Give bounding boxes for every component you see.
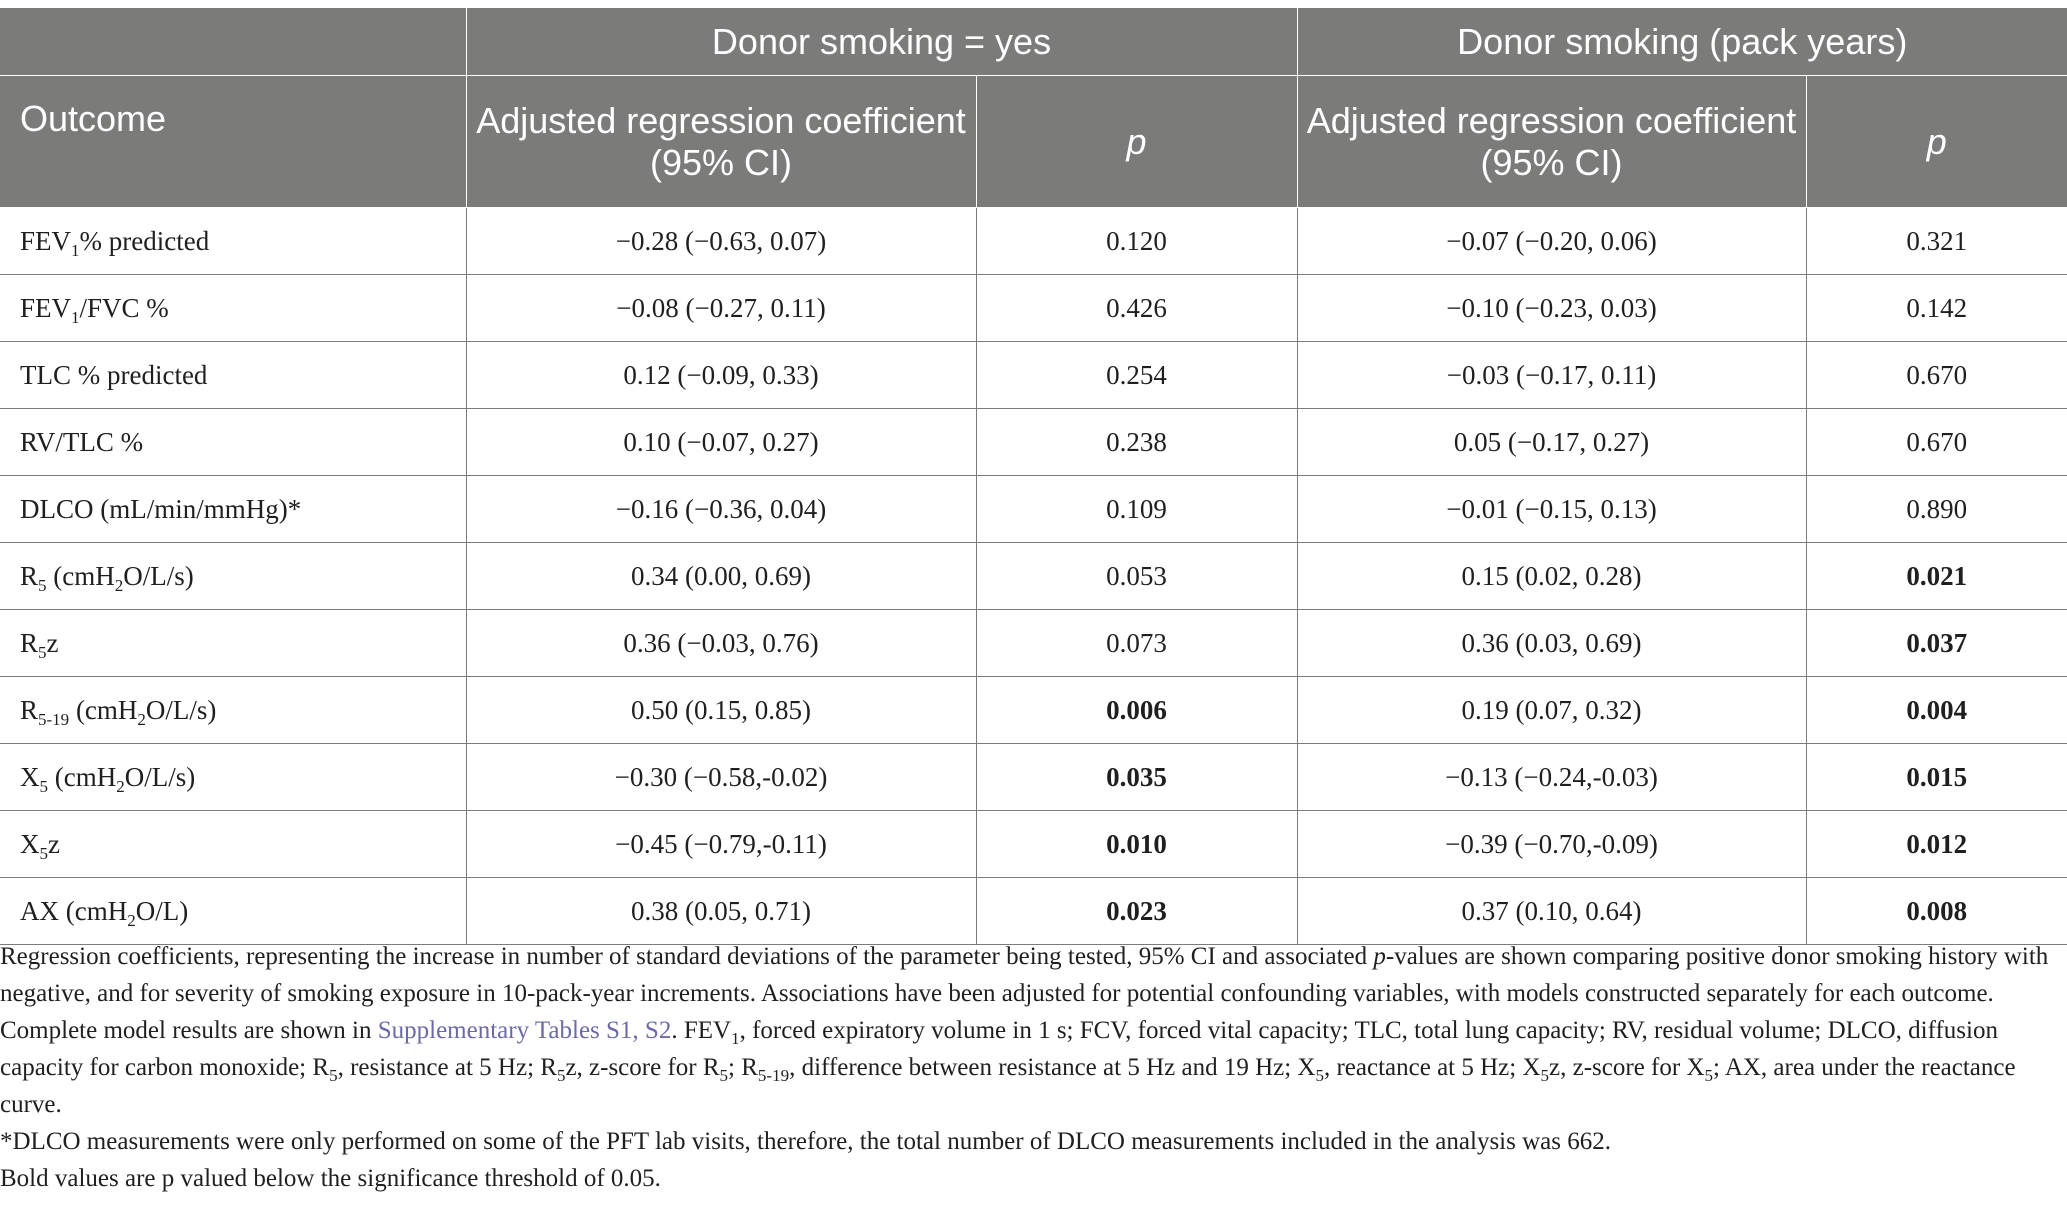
p-pack-cell: 0.321 <box>1806 208 2067 275</box>
header-p-2: p <box>1806 76 2067 208</box>
table-row <box>0 744 2067 811</box>
header-group-pack-years: Donor smoking (pack years) <box>1297 8 2067 76</box>
p-pack-cell: 0.670 <box>1806 342 2067 409</box>
p-yes-cell: 0.254 <box>976 342 1297 409</box>
header-p-1: p <box>976 76 1297 208</box>
coef-yes-cell: −0.30 (−0.58,-0.02) <box>466 744 976 811</box>
p-yes-cell: 0.006 <box>976 677 1297 744</box>
table-row <box>0 476 2067 543</box>
table-row <box>0 677 2067 744</box>
coef-pack-cell: 0.37 (0.10, 0.64) <box>1297 878 1806 945</box>
table-row <box>0 543 2067 610</box>
coef-pack-cell: 0.36 (0.03, 0.69) <box>1297 610 1806 677</box>
supplementary-link[interactable]: Supplementary Tables S1, S2 <box>377 1017 672 1044</box>
header-group-smoking-yes: Donor smoking = yes <box>466 8 1297 76</box>
coef-yes-cell: 0.38 (0.05, 0.71) <box>466 878 976 945</box>
table-footnotes <box>0 938 2067 1197</box>
footnote-dlco: *DLCO measurements were only performed on some of the PFT lab visits, therefore, the total number of DLCO measurements included in the analysis was 662. <box>0 1128 1611 1155</box>
outcome-cell: $FEV_1$/FVC % <box>0 275 466 342</box>
p-yes-cell: 0.238 <box>976 409 1297 476</box>
p-yes-cell: 0.035 <box>976 744 1297 811</box>
table-row <box>0 342 2067 409</box>
coef-yes-cell: −0.28 (−0.63, 0.07) <box>466 208 976 275</box>
p-pack-cell: 0.008 <box>1806 878 2067 945</box>
outcome-cell: AX (cmH$_2$O/L) <box>0 878 466 945</box>
coef-yes-cell: −0.16 (−0.36, 0.04) <box>466 476 976 543</box>
outcome-cell: $R_{5-19}$ (cmH$_2$O/L/s) <box>0 677 466 744</box>
table-row <box>0 275 2067 342</box>
coef-pack-cell: −0.10 (−0.23, 0.03) <box>1297 275 1806 342</box>
p-pack-cell: 0.670 <box>1806 409 2067 476</box>
outcome-cell: DLCO (mL/min/mmHg)* <box>0 476 466 543</box>
coef-yes-cell: 0.10 (−0.07, 0.27) <box>466 409 976 476</box>
outcome-cell: TLC % predicted <box>0 342 466 409</box>
p-yes-cell: 0.120 <box>976 208 1297 275</box>
coef-yes-cell: −0.08 (−0.27, 0.11) <box>466 275 976 342</box>
p-yes-cell: 0.053 <box>976 543 1297 610</box>
coef-pack-cell: −0.39 (−0.70,-0.09) <box>1297 811 1806 878</box>
coef-pack-cell: 0.05 (−0.17, 0.27) <box>1297 409 1806 476</box>
header-coef-1: Adjusted regression coefficient (95% CI) <box>466 76 976 208</box>
coef-pack-cell: 0.15 (0.02, 0.28) <box>1297 543 1806 610</box>
coef-pack-cell: −0.13 (−0.24,-0.03) <box>1297 744 1806 811</box>
coef-yes-cell: 0.36 (−0.03, 0.76) <box>466 610 976 677</box>
coef-pack-cell: −0.01 (−0.15, 0.13) <box>1297 476 1806 543</box>
p-yes-cell: 0.023 <box>976 878 1297 945</box>
p-pack-cell: 0.037 <box>1806 610 2067 677</box>
p-pack-cell: 0.021 <box>1806 543 2067 610</box>
p-yes-cell: 0.109 <box>976 476 1297 543</box>
outcome-cell: RV/TLC % <box>0 409 466 476</box>
p-pack-cell: 0.004 <box>1806 677 2067 744</box>
footnote-bold: Bold values are p valued below the significance threshold of 0.05. <box>0 1165 661 1192</box>
outcome-cell: $R_5$ (cmH$_2$O/L/s) <box>0 543 466 610</box>
p-pack-cell: 0.015 <box>1806 744 2067 811</box>
coef-yes-cell: 0.12 (−0.09, 0.33) <box>466 342 976 409</box>
coef-pack-cell: −0.03 (−0.17, 0.11) <box>1297 342 1806 409</box>
p-pack-cell: 0.142 <box>1806 275 2067 342</box>
coef-yes-cell: 0.34 (0.00, 0.69) <box>466 543 976 610</box>
table-row <box>0 610 2067 677</box>
header-outcome: Outcome <box>0 76 466 208</box>
p-yes-cell: 0.426 <box>976 275 1297 342</box>
coef-pack-cell: 0.19 (0.07, 0.32) <box>1297 677 1806 744</box>
coef-yes-cell: −0.45 (−0.79,-0.11) <box>466 811 976 878</box>
p-pack-cell: 0.012 <box>1806 811 2067 878</box>
outcome-cell: $X_5$ (cmH$_2$O/L/s) <box>0 744 466 811</box>
p-yes-cell: 0.010 <box>976 811 1297 878</box>
coef-yes-cell: 0.50 (0.15, 0.85) <box>466 677 976 744</box>
p-pack-cell: 0.890 <box>1806 476 2067 543</box>
table-row <box>0 409 2067 476</box>
outcome-cell: $FEV_1\%$ predicted <box>0 208 466 275</box>
header-coef-2: Adjusted regression coefficient (95% CI) <box>1297 76 1806 208</box>
footnote-main: Regression coefficients, representing the increase in number of standard deviations of the parameter being tested, 95% CI and associated p-values are shown comparing positive donor smoking history with negative, and for severity of smoking exposure in 10-pack-year increments. Associations have been adjusted for potential confounding variables, with models constructed separately for each outcome. Complete model results are shown in Supplementary Tables S1, S2. $FEV_1$, forced expiratory volume in 1 s; FCV, forced vital capacity; TLC, total lung capacity; RV, residual volume; DLCO, diffusion capacity for carbon monoxide; $R_5$, resistance at 5 Hz; $R_5z$, z-score for $R_5$; $R_{5-19}$, difference between resistance at 5 Hz and 19 Hz; $X_5$, reactance at 5 Hz; $X_5z$, z-score for $X_5$; AX, area under the reactance curve. <box>0 943 2049 1118</box>
table-row <box>0 878 2067 945</box>
outcome-cell: $X_5z$ <box>0 811 466 878</box>
coef-pack-cell: −0.07 (−0.20, 0.06) <box>1297 208 1806 275</box>
table-row <box>0 208 2067 275</box>
p-yes-cell: 0.073 <box>976 610 1297 677</box>
header-blank <box>0 8 466 76</box>
outcome-cell: $R_5z$ <box>0 610 466 677</box>
results-table <box>0 8 2067 945</box>
table-row <box>0 811 2067 878</box>
